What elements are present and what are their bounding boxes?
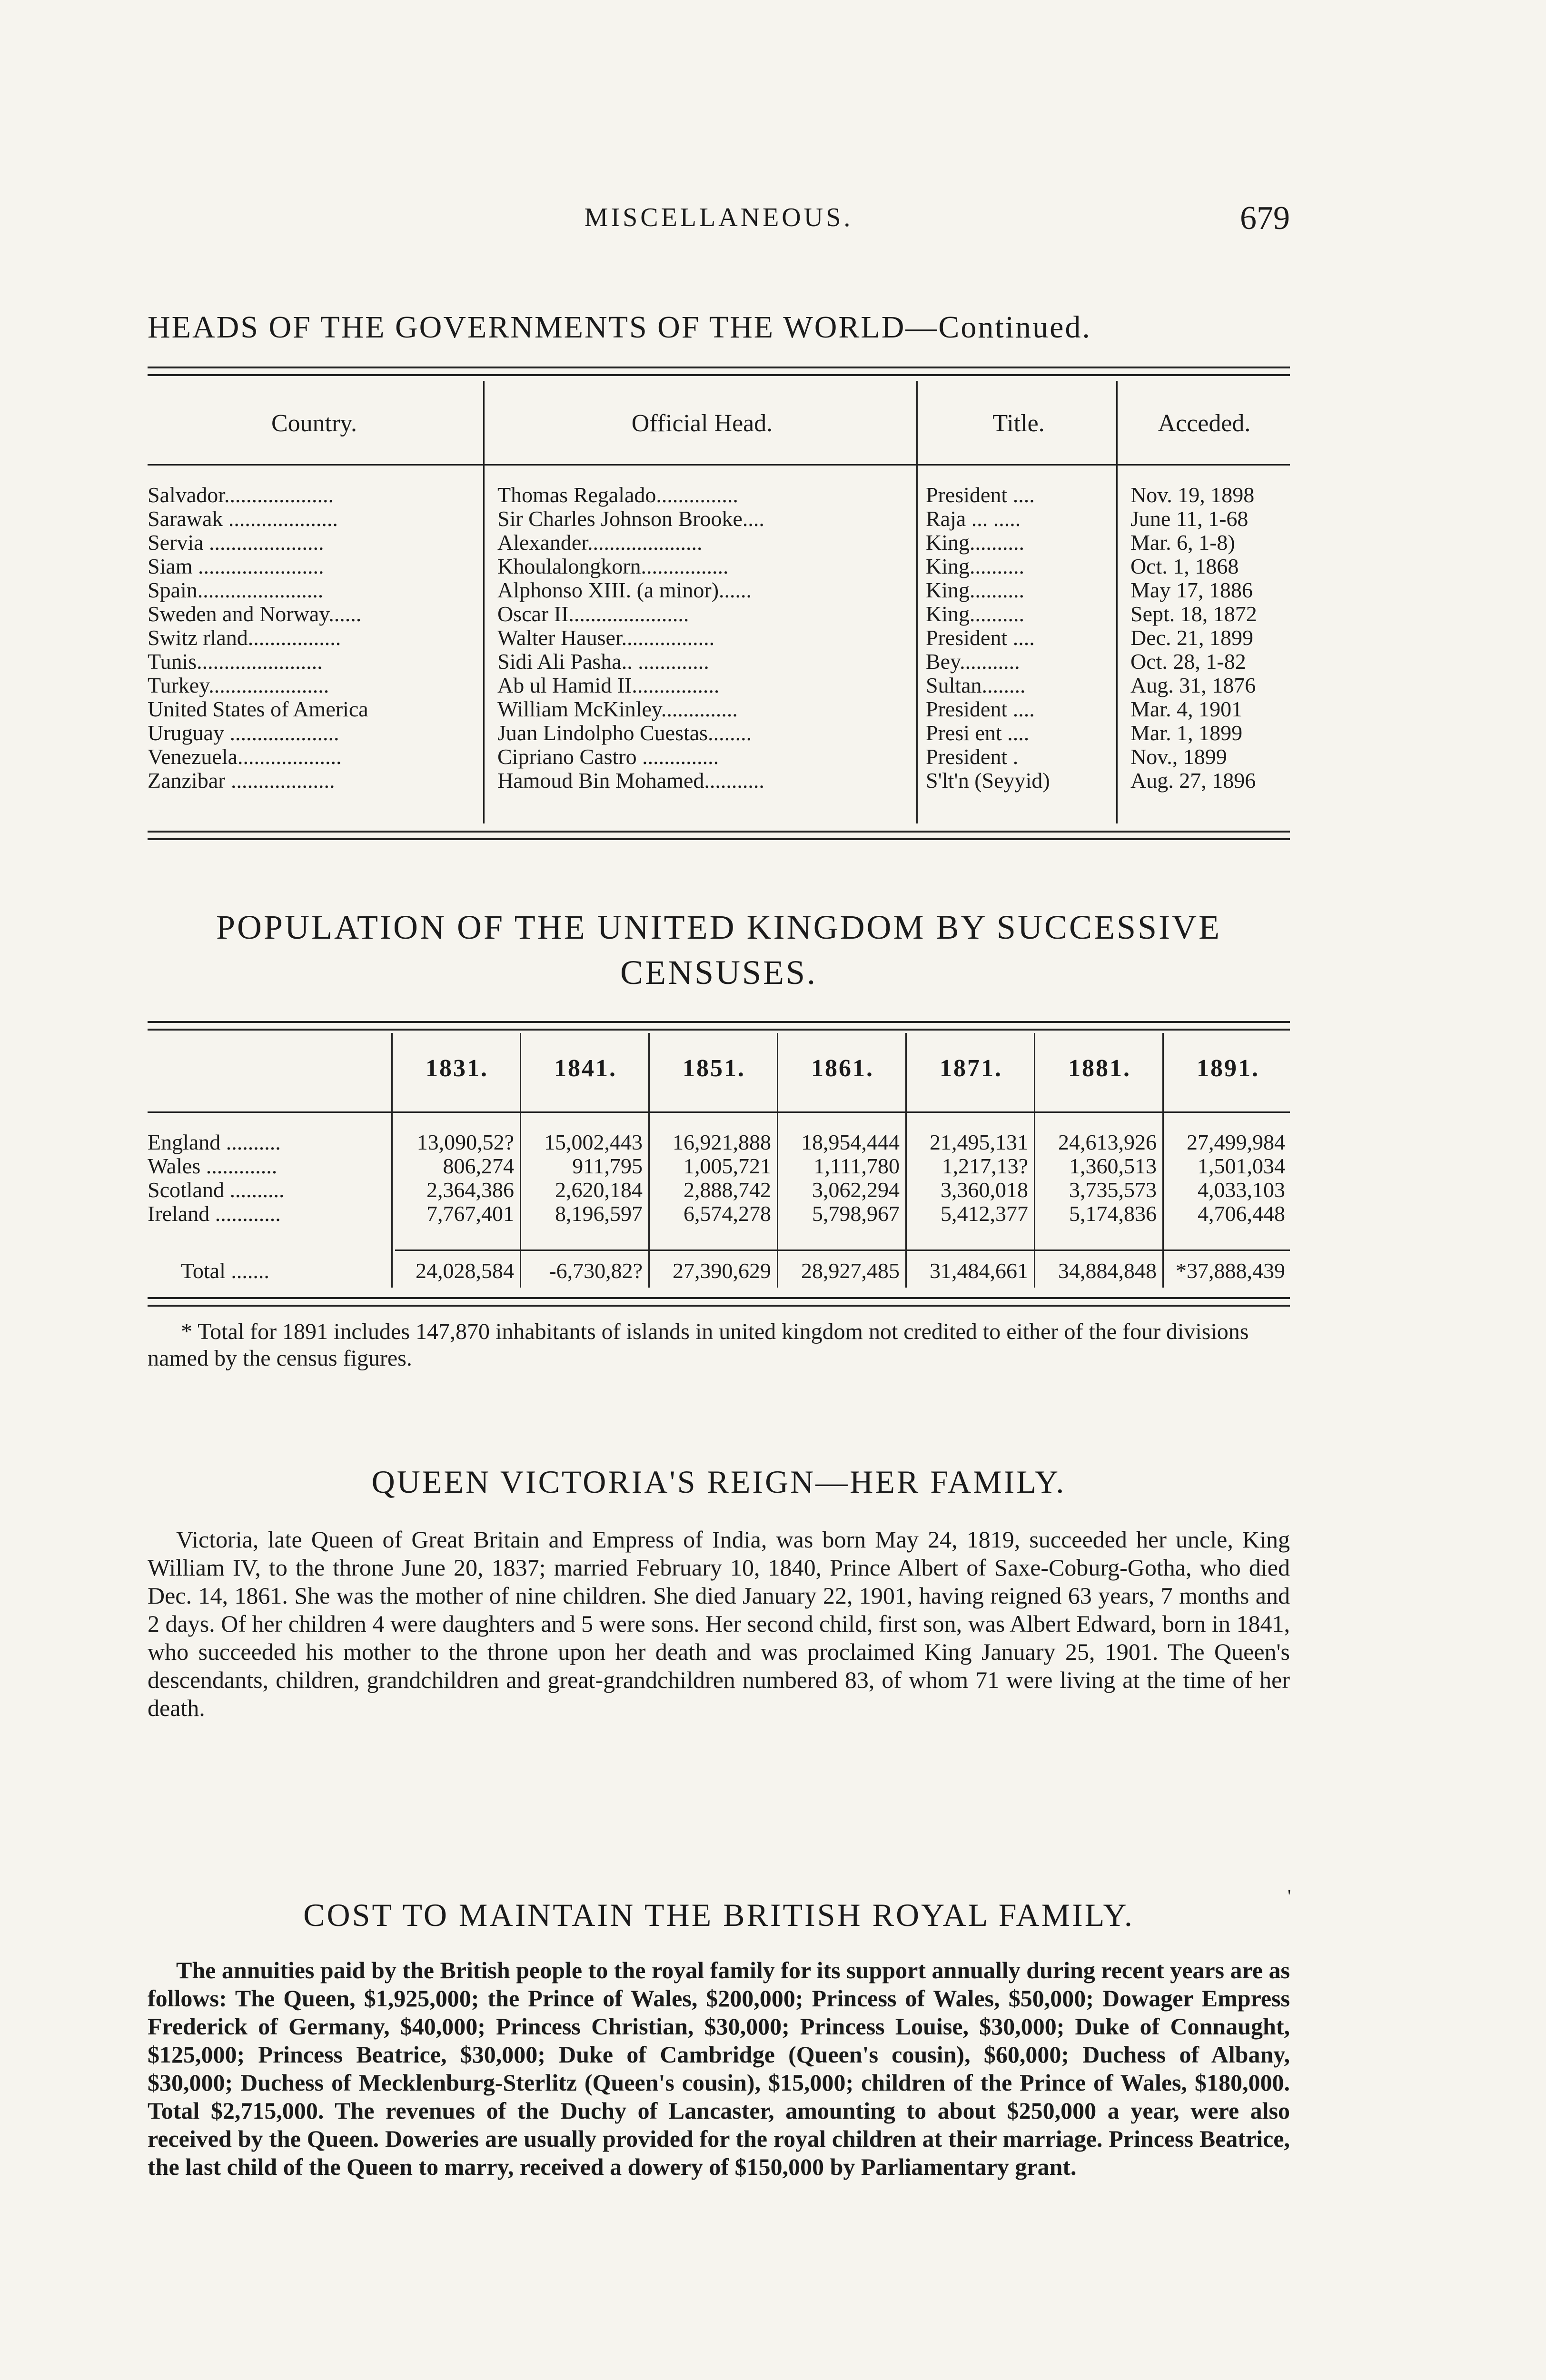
acceded-cell: Aug. 31, 1876: [1130, 674, 1256, 697]
title-cell: President ....: [926, 483, 1035, 507]
country-cell: Sweden and Norway......: [148, 602, 362, 626]
population-title-line2: CENSUSES.: [620, 953, 818, 992]
running-title: MISCELLANEOUS.: [584, 203, 853, 232]
population-value: 15,002,443: [544, 1130, 643, 1154]
population-value: 911,795: [572, 1154, 643, 1178]
official-head-cell: William McKinley..............: [497, 697, 738, 721]
acceded-cell: Dec. 21, 1899: [1130, 626, 1254, 650]
population-value: 7,767,401: [426, 1201, 514, 1226]
col-header-acceded: Acceded.: [1158, 410, 1251, 437]
official-head-cell: Sir Charles Johnson Brooke....: [497, 507, 764, 531]
population-value: 3,062,294: [812, 1178, 900, 1202]
official-head-cell: Thomas Regalado...............: [497, 483, 738, 507]
country-cell: Spain.......................: [148, 578, 324, 602]
population-title-line1: POPULATION OF THE UNITED KINGDOM BY SUCCESSIVE: [216, 908, 1222, 946]
population-row: [148, 1202, 1290, 1226]
title-cell: President ....: [926, 697, 1035, 721]
heads-table-row: [148, 697, 1290, 721]
population-value: 16,921,888: [673, 1130, 771, 1154]
total-row: [148, 1259, 1290, 1283]
title-cell: Bey...........: [926, 650, 1020, 674]
heads-table-top-rule: [148, 367, 1290, 376]
population-bottom-rule: [148, 1297, 1290, 1307]
country-cell: Salvador....................: [148, 483, 334, 507]
year-header: 1831.: [426, 1055, 488, 1082]
heads-table-row: [148, 507, 1290, 531]
population-row: [148, 1154, 1290, 1178]
population-value: 28,927,485: [801, 1259, 900, 1283]
population-value: 1,005,721: [684, 1154, 771, 1178]
title-cell: King..........: [926, 531, 1024, 555]
heads-table-row: [148, 721, 1290, 745]
col-header-country: Country.: [271, 410, 357, 437]
acceded-cell: Sept. 18, 1872: [1130, 602, 1257, 626]
year-header: 1851.: [683, 1055, 745, 1082]
official-head-cell: Walter Hauser.................: [497, 626, 715, 650]
population-value: 2,364,386: [426, 1178, 514, 1202]
population-value: *37,888,439: [1176, 1259, 1285, 1283]
footnote-text: * Total for 1891 includes 147,870 inhabitants of islands in united kingdom not credited to either of the four divisions named by the census figures.: [148, 1319, 1249, 1371]
population-value: 24,028,584: [416, 1259, 514, 1283]
official-head-cell: Hamoud Bin Mohamed...........: [497, 769, 764, 793]
heads-header-rule: [148, 464, 1290, 466]
heads-table-title: HEADS OF THE GOVERNMENTS OF THE WORLD—Continued.: [148, 310, 1091, 345]
heads-table-header: [148, 381, 1290, 464]
population-value: 24,613,926: [1058, 1130, 1157, 1154]
population-value: 6,574,278: [684, 1201, 771, 1226]
acceded-cell: Oct. 28, 1-82: [1130, 650, 1246, 674]
col-header-title: Title.: [992, 410, 1045, 437]
heads-table-row: [148, 483, 1290, 507]
year-header: 1891.: [1197, 1055, 1259, 1082]
row-label: England ..........: [148, 1130, 281, 1154]
official-head-cell: Alexander.....................: [497, 531, 703, 555]
population-value: 21,495,131: [930, 1130, 1028, 1154]
year-header: 1881.: [1068, 1055, 1131, 1082]
row-label: Wales .............: [148, 1154, 277, 1178]
population-value: 4,706,448: [1198, 1201, 1285, 1226]
country-cell: Zanzibar ...................: [148, 769, 335, 793]
population-table: [148, 1028, 1290, 1295]
population-value: 1,501,034: [1198, 1154, 1285, 1178]
country-cell: Tunis.......................: [148, 650, 323, 674]
official-head-cell: Khoulalongkorn................: [497, 555, 729, 578]
col-header-official-head: Official Head.: [631, 410, 773, 437]
country-cell: Switz rland.................: [148, 626, 341, 650]
country-cell: Venezuela...................: [148, 745, 342, 769]
country-cell: United States of America: [148, 697, 368, 721]
row-label: Ireland ............: [148, 1201, 281, 1226]
document-page: [148, 0, 1290, 2380]
country-cell: Siam .......................: [148, 555, 324, 578]
row-label: Total .......: [181, 1259, 269, 1283]
heads-table-row: [148, 578, 1290, 602]
population-row: [148, 1130, 1290, 1154]
country-cell: Turkey......................: [148, 674, 329, 697]
acceded-cell: Mar. 1, 1899: [1130, 721, 1243, 745]
queen-victoria-title: QUEEN VICTORIA'S REIGN—HER FAMILY.: [371, 1464, 1066, 1500]
heads-table-row: [148, 602, 1290, 626]
heads-table-row: [148, 555, 1290, 578]
population-value: 27,390,629: [673, 1259, 771, 1283]
acceded-cell: Mar. 6, 1-8): [1130, 531, 1235, 555]
population-footnote: [148, 1319, 1290, 1372]
population-value: 806,274: [443, 1154, 514, 1178]
population-value: 5,174,836: [1069, 1201, 1157, 1226]
acceded-cell: Aug. 27, 1896: [1130, 769, 1256, 793]
year-header: 1841.: [554, 1055, 617, 1082]
queen-victoria-article: [148, 1526, 1290, 1722]
official-head-cell: Oscar II......................: [497, 602, 689, 626]
population-table-header: [148, 1028, 1290, 1114]
official-head-cell: Cipriano Castro ..............: [497, 745, 719, 769]
population-value: 13,090,52?: [416, 1130, 514, 1154]
official-head-cell: Alphonso XIII. (a minor)......: [497, 578, 752, 602]
title-cell: Sultan........: [926, 674, 1026, 697]
acceded-cell: June 11, 1-68: [1130, 507, 1249, 531]
title-cell: Raja ... .....: [926, 507, 1021, 531]
population-value: 4,033,103: [1198, 1178, 1285, 1202]
running-head: [148, 202, 1290, 245]
country-cell: Uruguay ....................: [148, 721, 339, 745]
country-cell: Servia .....................: [148, 531, 324, 555]
royal-cost-text: The annuities paid by the British people to the royal family for its support annually during recent years are as follows: The Queen, $1,925,000; the Prince of Wales, $200,000; Princess of Wales, $50,000; Dowager Empress Frederick of Germany, $40,000; Princess Christian, $30,000; Princess Louise, $30,000; Duke of Connaught, $125,000; Princess Beatrice, $30,000; Duke of Cambridge (Queen's cousin), $60,000; Duchess of Albany, $30,000; Duchess of Mecklenburg-Sterlitz (Queen's cousin), $15,000; children of the Prince of Wales, $180,000. Total $2,715,000. The revenues of the Duchy of Lancaster, amounting to about $250,000 a year, were also received by the Queen. Doweries are usually provided for the royal children at their marriage. Princess Beatrice, the last child of the Queen to marry, received a dowery of $150,000 by Parliamentary grant.: [148, 1957, 1290, 2180]
population-value: -6,730,82?: [549, 1259, 643, 1283]
heads-table-row: [148, 745, 1290, 769]
row-label: Scotland ..........: [148, 1178, 285, 1202]
heads-table-body: [148, 483, 1290, 793]
population-value: 27,499,984: [1187, 1130, 1285, 1154]
acceded-cell: May 17, 1886: [1130, 578, 1253, 602]
population-value: 3,360,018: [941, 1178, 1028, 1202]
heads-table-bottom-rule: [148, 831, 1290, 840]
title-cell: King..........: [926, 602, 1024, 626]
population-value: 18,954,444: [801, 1130, 900, 1154]
population-value: 1,217,13?: [941, 1154, 1028, 1178]
royal-cost-title: COST TO MAINTAIN THE BRITISH ROYAL FAMILY.: [303, 1897, 1134, 1933]
margin-mark: ': [1288, 1885, 1291, 1907]
heads-table-row: [148, 650, 1290, 674]
heads-table-row: [148, 769, 1290, 793]
title-cell: King..........: [926, 555, 1024, 578]
heads-table-row: [148, 626, 1290, 650]
acceded-cell: Nov. 19, 1898: [1130, 483, 1255, 507]
population-value: 31,484,661: [930, 1259, 1028, 1283]
year-header: 1861.: [811, 1055, 874, 1082]
population-value: 1,111,780: [813, 1154, 900, 1178]
year-header: 1871.: [940, 1055, 1002, 1082]
population-value: 2,620,184: [555, 1178, 643, 1202]
official-head-cell: Ab ul Hamid II................: [497, 674, 720, 697]
heads-table-row: [148, 674, 1290, 697]
page-number: 679: [1240, 200, 1290, 237]
population-value: 1,360,513: [1069, 1154, 1157, 1178]
heads-table-row: [148, 531, 1290, 555]
population-value: 34,884,848: [1058, 1259, 1157, 1283]
acceded-cell: Mar. 4, 1901: [1130, 697, 1243, 721]
population-total-rule: [395, 1250, 1290, 1251]
population-value: 8,196,597: [555, 1201, 643, 1226]
title-cell: King..........: [926, 578, 1024, 602]
title-cell: S'lt'n (Seyyid): [926, 769, 1050, 793]
acceded-cell: Nov., 1899: [1130, 745, 1227, 769]
population-row: [148, 1178, 1290, 1202]
official-head-cell: Sidi Ali Pasha.. .............: [497, 650, 709, 674]
title-cell: President ....: [926, 626, 1035, 650]
population-value: 3,735,573: [1069, 1178, 1157, 1202]
title-cell: Presi ent ....: [926, 721, 1030, 745]
population-header-rule: [148, 1111, 1290, 1113]
queen-victoria-text: Victoria, late Queen of Great Britain and Empress of India, was born May 24, 1819, succeeded her uncle, King William IV, to the throne June 20, 1837; married February 10, 1840, Prince Albert of Saxe-Coburg-Gotha, who died Dec. 14, 1861. She was the mother of nine children. She died January 22, 1901, having reigned 63 years, 7 months and 2 days. Of her children 4 were daughters and 5 were sons. Her second child, first son, was Albert Edward, born in 1841, who succeeded his mother to the throne upon her death and was proclaimed King January 25, 1901. The Queen's descendants, children, grandchildren and great-grandchildren numbered 83, of whom 71 were living at the time of her death.: [148, 1526, 1290, 1721]
acceded-cell: Oct. 1, 1868: [1130, 555, 1239, 578]
country-cell: Sarawak ....................: [148, 507, 338, 531]
royal-cost-article: [148, 1956, 1290, 2181]
title-cell: President .: [926, 745, 1019, 769]
population-value: 2,888,742: [684, 1178, 771, 1202]
official-head-cell: Juan Lindolpho Cuestas........: [497, 721, 752, 745]
heads-table: [148, 381, 1290, 828]
population-value: 5,798,967: [812, 1201, 900, 1226]
population-value: 5,412,377: [941, 1201, 1028, 1226]
